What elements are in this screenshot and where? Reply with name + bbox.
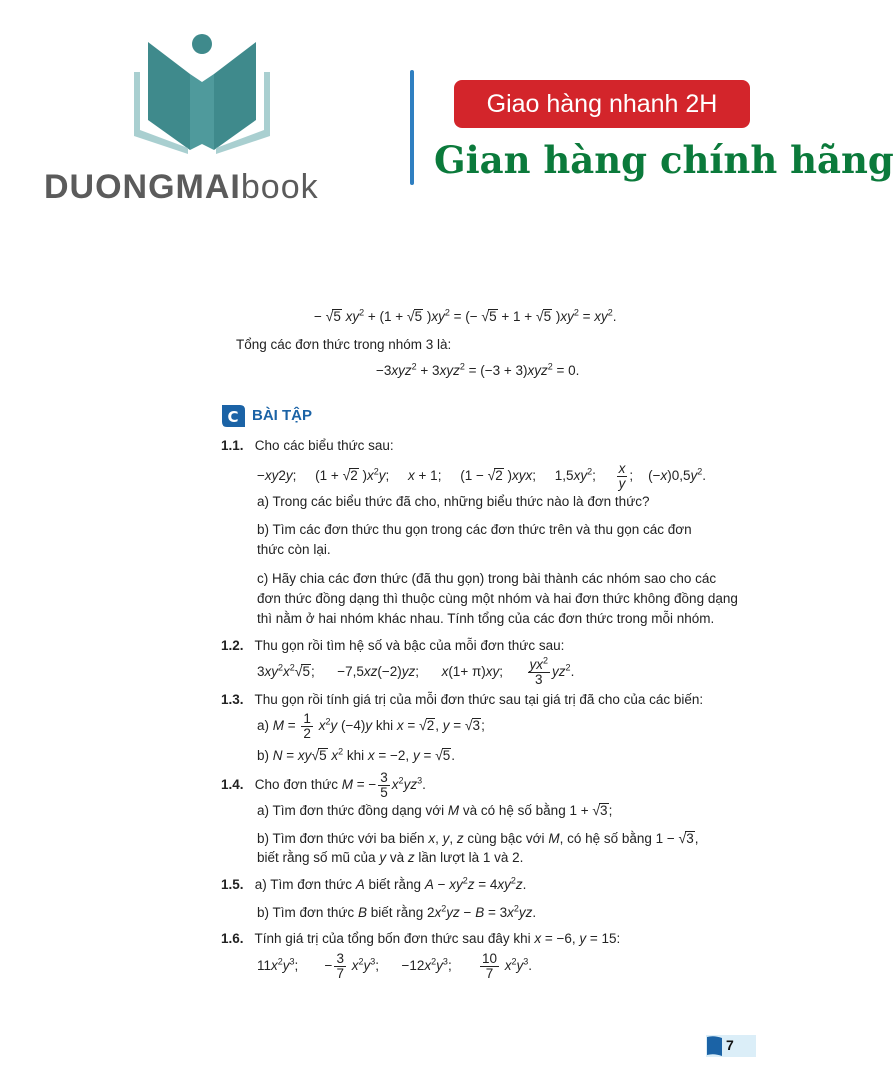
exercise-1-5-a: 1.5. a) Tìm đơn thức A biết rằng $A - xy^2z = 4xy^2z$. [221, 875, 527, 892]
page-number: 7 [726, 1037, 734, 1053]
exercise-1-2-header: 1.2. Thu gọn rồi tìm hệ số và bậc của mỗi đơn thức sau: [221, 638, 565, 653]
section-c-icon [218, 403, 246, 429]
exercise-1-1-b-line2: thức còn lại. [257, 542, 331, 557]
exercise-1-3-a: a) M = $\frac{1}{2}$ $x^2y$ (−4)y khi x = √2, y = √3; [257, 711, 485, 741]
brand-name: DUONGMAIbook [44, 168, 319, 206]
exercise-1-1-c-line1: c) Hãy chia các đơn thức (đã thu gọn) trong bài thành các nhóm sao cho các [257, 571, 717, 586]
equation-group-2-sum: − √5 $xy^2 + (1 + √5$ )$xy^2$ = (− √5 + 1 + √5 )$xy^2 = xy^2$. [314, 307, 617, 324]
intro-sentence: Tổng các đơn thức trong nhóm 3 là: [236, 337, 452, 352]
header-divider [410, 70, 414, 185]
exercise-1-3-header: 1.3. Thu gọn rồi tính giá trị của mỗi đơn thức sau tại giá trị đã cho của các biến: [221, 692, 704, 707]
exercise-1-1-b-line1: b) Tìm các đơn thức thu gọn trong các đơn thức trên và thu gọn các đơn [257, 522, 692, 537]
exercise-1-1-c-line2: đơn thức đồng dạng thì thuộc cùng một nhóm và hai đơn thức không đồng dạng [257, 591, 738, 606]
page-corner-icon [706, 1035, 724, 1057]
official-store-label: Gian hàng chính hãng [434, 138, 894, 182]
exercise-1-3-b: b) N = xy√5 $x^2$ khi x = −2, y = √5. [257, 746, 456, 763]
exercise-1-1-a: a) Trong các biểu thức đã cho, những biểu thức nào là đơn thức? [257, 494, 650, 509]
equation-group-3-sum: −3xyz$^2$ + 3xyz$^2$ = (−3 + 3)xyz$^2$ = 0. [376, 361, 580, 378]
exercise-1-1-header: 1.1. Cho các biểu thức sau: [221, 438, 394, 453]
exercise-1-4-b-line1: b) Tìm đơn thức với ba biến x, y, z cùng bậc với M, có hệ số bằng 1 − √3, [257, 830, 699, 846]
svg-text:C: C [227, 408, 239, 426]
exercise-1-2-expressions: $3xy^2x^2√5$; −7,5xz(−2)yz; x(1+ π)xy; $\frac{yx^2}{3}$ $yz^2$. [257, 655, 575, 687]
section-title: BÀI TẬP [252, 407, 312, 424]
exercise-1-4-header: 1.4. Cho đơn thức M = − $\frac{3}{5}$ $x^2yz^3$. [221, 770, 426, 800]
book-logo-icon [130, 32, 270, 157]
exercise-1-5-b: b) Tìm đơn thức B biết rằng $2x^2yz - B = 3x^2yz$. [257, 903, 537, 920]
exercise-1-4-b-line2: biết rằng số mũ của y và z lần lượt là 1 và 2. [257, 850, 524, 865]
exercise-1-4-a: a) Tìm đơn thức đồng dạng với M và có hệ số bằng 1 + √3; [257, 802, 613, 818]
exercise-1-6-expressions: $11x^2y^3$; − $\frac{3}{7}$ $x^2y^3$; $-12x^2y^3$; $\frac{10}{7}$ $x^2y^3$. [257, 951, 533, 981]
exercise-1-1-c-line3: thì nằm ở hai nhóm khác nhau. Tính tổng của các đơn thức trong mỗi nhóm. [257, 611, 715, 626]
exercise-1-1-expressions: −xy2y; (1 + √2 )$x^2y$; x + 1; (1 − √2 )xyx; $1,5xy^2$; $\frac{x}{y}$ ; $(-x)0,5y^2$. [257, 461, 707, 491]
delivery-badge: Giao hàng nhanh 2H [454, 80, 750, 128]
exercise-1-6-header: 1.6. Tính giá trị của tổng bốn đơn thức sau đây khi x = −6, y = 15: [221, 931, 621, 946]
